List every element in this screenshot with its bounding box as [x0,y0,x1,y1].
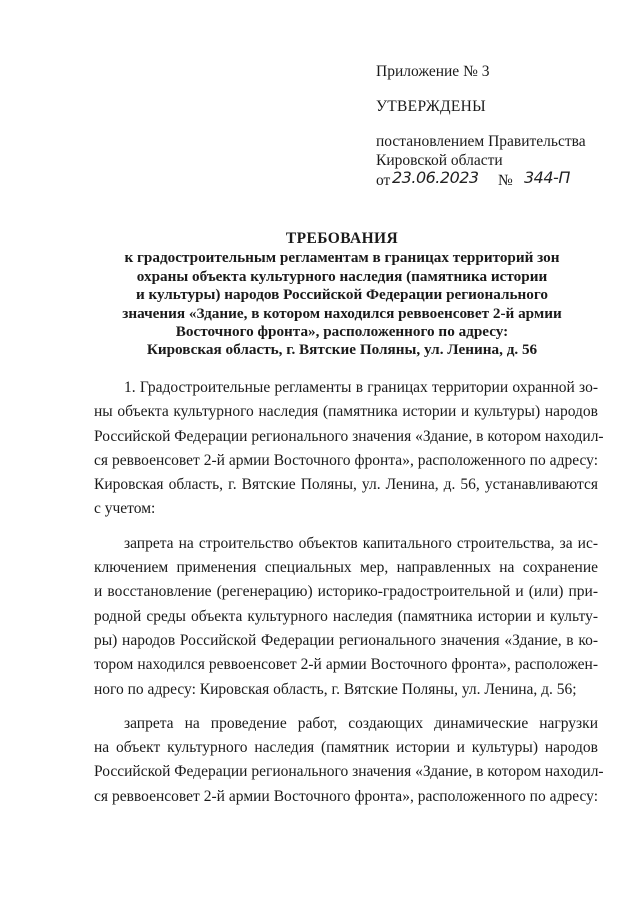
document-body [94,376,604,819]
text-line: родной среды объекта культурного наследия (памятника истории и культу- [94,607,598,625]
text-line: Российской Федерации регионального значения «Здание, в котором находил- [94,763,604,781]
text-line: Российской Федерации регионального значения «Здание, в котором находил- [94,427,604,445]
paragraph-3 [94,712,604,809]
decree-number: 344-П [524,168,570,187]
title-line: Восточного фронта», расположенного по адресу: [175,323,509,341]
document-title [92,230,592,360]
decree-line-1: постановлением Правительства [376,133,586,150]
appendix-label: Приложение № 3 [376,63,490,80]
title-heading: ТРЕБОВАНИЯ [285,230,399,247]
number-label: № [498,172,513,189]
paragraph-2 [94,532,598,702]
decree-line-2: Кировской области [376,152,503,169]
approval-block [376,62,616,192]
title-line: Кировская область, г. Вятские Поляны, ул. Ленина, д. 56 [146,341,538,359]
title-line: и культуры) народов Российской Федерации регионального [135,286,549,304]
text-line: ного по адресу: Кировская область, г. Вятские Поляны, ул. Ленина, д. 56; [94,680,577,698]
text-line: и восстановление (регенерацию) историко-градостроительной и (или) при- [94,583,598,601]
from-label: от [376,172,391,189]
paragraph-1 [94,376,604,522]
title-line: к градостроительным регламентам в границах территорий зон [124,249,560,267]
decree-date: 23.06.2023 [392,168,479,187]
approved-label: УТВЕРЖДЕНЫ [376,98,486,115]
text-line: ся реввоенсовет 2-й армии Восточного фронта», расположенного по адресу: [94,451,598,469]
text-line: ны объекта культурного наследия (памятника истории и культуры) народов [94,403,598,421]
text-line: на объект культурного наследия (памятник истории и культуры) народов [94,739,598,757]
text-line: тором находился реввоенсовет 2-й армии Восточного фронта», расположен- [94,656,598,674]
decree-date-line [376,170,616,192]
text-line: ключением применения специальных мер, направленных на сохранение [94,559,598,577]
text-line: запрета на строительство объектов капитального строительства, за ис- [124,534,598,552]
text-line: запрета на проведение работ, создающих динамические нагрузки [124,714,598,732]
text-line: 1. Градостроительные регламенты в границах территории охранной зо- [124,379,598,396]
text-line: Кировская область, г. Вятские Поляны, ул. Ленина, д. 56, устанавливаются [94,476,598,494]
text-line: ры) народов Российской Федерации регионального значения «Здание, в ко- [94,631,598,649]
title-line: значения «Здание, в котором находился реввоенсовет 2-й армии [122,304,562,322]
title-line: охраны объекта культурного наследия (памятника истории [136,267,548,285]
text-line: ся реввоенсовет 2-й армии Восточного фронта», расположенного по адресу: [94,787,598,805]
text-line: с учетом: [94,500,156,518]
